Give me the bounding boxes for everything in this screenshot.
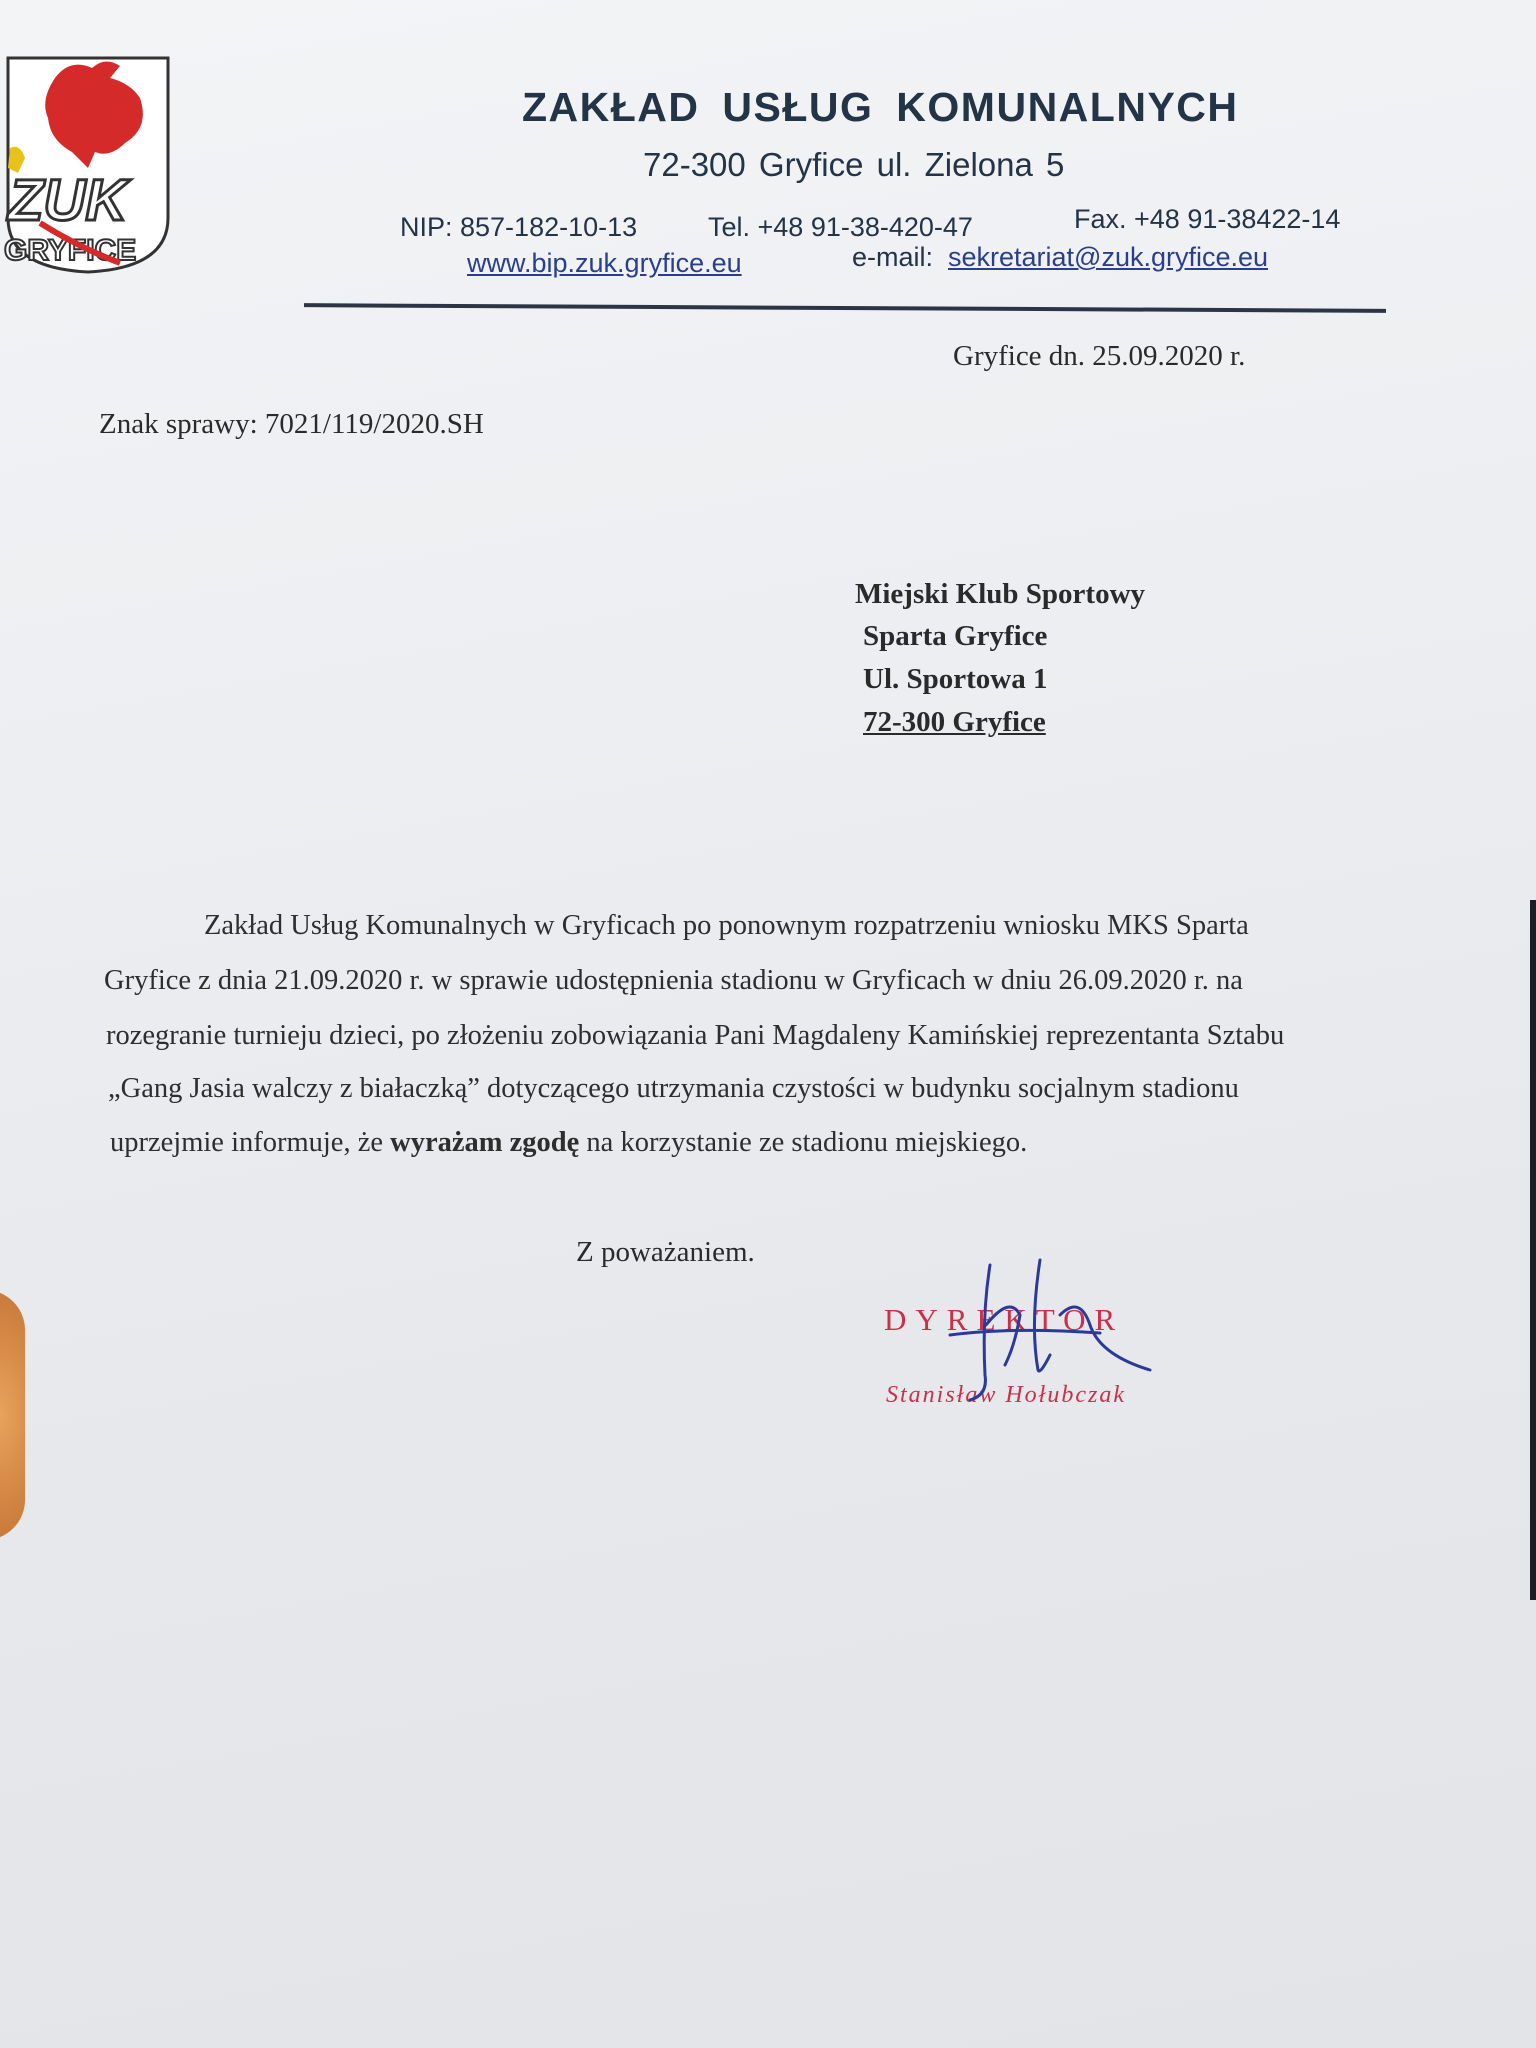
body-line-5-pre: uprzejmie informuje, że [110,1127,391,1158]
logo-zuk-text: ZUK [8,168,128,233]
handwritten-signature [890,1255,1170,1405]
closing-greeting: Z poważaniem. [576,1236,755,1268]
email-label: e-mail: [852,242,934,272]
director-stamp-name: Stanisław Hołubczak [886,1382,1126,1408]
director-stamp-title: DYREKTOR [884,1302,1125,1337]
background-edge [1530,900,1536,1600]
organization-address: 72-300 Gryfice ul. Zielona 5 [643,146,1065,183]
logo-gryfice-text: GRYFICE [4,234,137,267]
consent-phrase: wyrażam zgodę [390,1127,580,1158]
organization-name: ZAKŁAD USŁUG KOMUNALNYCH [522,84,1239,130]
body-line-5-post: na korzystanie ze stadionu miejskiego. [579,1127,1028,1158]
recipient-line-2: Sparta Gryfice [863,620,1048,652]
email-link[interactable]: sekretariat@zuk.gryfice.eu [948,242,1269,272]
body-line-4: „Gang Jasia walczy z białaczką” dotyczącego utrzymania czystości w budynku socjalnym stadionu [108,1073,1239,1104]
recipient-line-3: Ul. Sportowa 1 [863,663,1048,695]
letter-date: Gryfice dn. 25.09.2020 r. [953,340,1246,372]
body-line-1: Zakład Usług Komunalnych w Gryficach po ponownym rozpatrzeniu wniosku MKS Sparta [204,910,1249,941]
body-line-3: rozegranie turnieju dzieci, po złożeniu zobowiązania Pani Magdaleny Kamińskiej reprezentanta Sztabu [106,1020,1285,1051]
recipient-line-4: 72-300 Gryfice [863,706,1046,738]
case-reference: Znak sprawy: 7021/119/2020.SH [99,408,484,440]
letterhead-divider [304,303,1386,313]
body-line-2: Gryfice z dnia 21.09.2020 r. w sprawie udostępnienia stadionu w Gryficach w dniu 26.09.2020 r. na [104,965,1243,996]
phone-text: Tel. +48 91-38-420-47 [708,212,973,242]
nip-text: NIP: 857-182-10-13 [400,212,638,242]
body-line-5 [110,1127,1027,1159]
holding-finger [0,1290,25,1540]
recipient-line-1: Miejski Klub Sportowy [855,578,1146,610]
zuk-gryfice-logo [0,48,175,276]
website-link[interactable]: www.bip.zuk.gryfice.eu [467,248,742,278]
fax-text: Fax. +48 91-38422-14 [1074,204,1341,234]
